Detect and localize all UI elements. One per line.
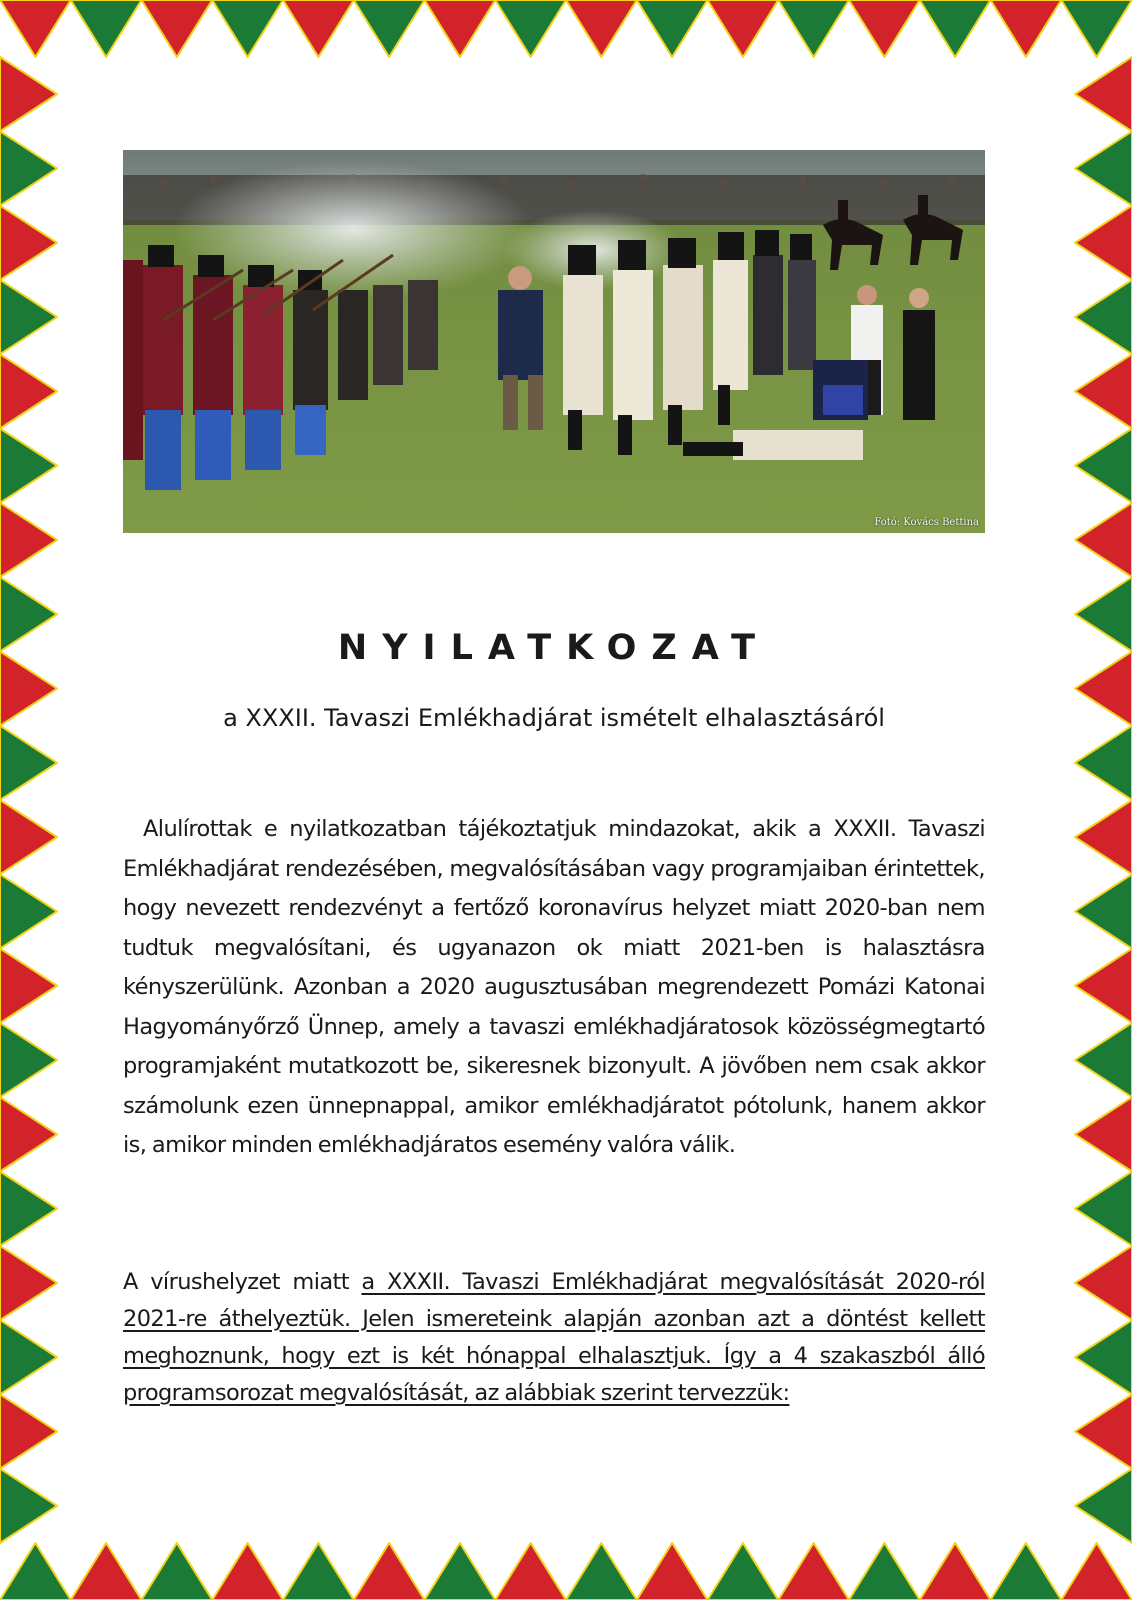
border-triangle-left: [0, 1394, 57, 1468]
border-triangle-right: [1075, 206, 1132, 280]
border-triangle-right: [1075, 726, 1132, 800]
border-triangle-top: [495, 0, 566, 57]
battle-reenactment-photo: [123, 150, 985, 533]
border-triangle-right: [1075, 874, 1132, 948]
border-triangle-right: [1075, 1320, 1132, 1394]
border-triangle-right: [1075, 131, 1132, 205]
border-triangle-left: [0, 1246, 57, 1320]
border-triangle-top: [849, 0, 920, 57]
border-triangle-right: [1075, 429, 1132, 503]
border-triangle-top: [920, 0, 991, 57]
border-triangle-top: [708, 0, 779, 57]
border-triangle-left: [0, 1469, 57, 1543]
border-triangle-right: [1075, 1246, 1132, 1320]
second-paragraph-underlined: a XXXII. Tavaszi Emlékhadjárat megvalósítását 2020-ról 2021-re áthelyeztük. Jelen ismereteink alapján azonban azt a döntést kellett meghoznunk, hogy ezt is két hónappal elhalasztjuk. Így a 4 szakaszból álló programsorozat megvalósítását, az alábbiak szerint tervezzük:: [123, 1269, 986, 1406]
border-triangle-right: [1075, 1023, 1132, 1097]
border-triangle-left: [0, 280, 57, 354]
border-triangle-left: [0, 577, 57, 651]
border-triangle-bottom: [566, 1543, 637, 1600]
border-triangle-bottom: [637, 1543, 708, 1600]
border-triangle-left: [0, 1097, 57, 1171]
border-triangle-top: [637, 0, 708, 57]
border-triangle-left: [0, 800, 57, 874]
border-triangle-bottom: [778, 1543, 849, 1600]
first-paragraph: Alulírottak e nyilatkozatban tájékoztatjuk mindazokat, akik a XXXII. Tavaszi Emlékhadjárat rendezésében, megvalósításában vagy programjaiban érintettek, hogy nevezett rendezvényt a fertőző koronavírus helyzet miatt 2020-ban nem tudtuk megvalósítani, és ugyanazon ok miatt 2021-ben is halasztásra kényszerülünk. Azonban a 2020 augusztusában megrendezett Pomázi Katonai Hagyományőrző Ünnep, amely a tavaszi emlékhadjáratosok közösségmegtartó programjaként mutatkozott be, sikeresnek bizonyult. A jövőben nem csak akkor számolunk ezen ünnepnappal, amikor emlékhadjáratot pótolunk, hanem akkor is, amikor minden emlékhadjáratos esemény valóra válik.: [123, 816, 985, 1158]
border-triangle-top: [778, 0, 849, 57]
border-triangle-top: [425, 0, 496, 57]
border-triangle-left: [0, 131, 57, 205]
border-triangle-bottom: [1061, 1543, 1132, 1600]
border-triangle-right: [1075, 57, 1132, 131]
border-triangle-left: [0, 503, 57, 577]
document-title: NYILATKOZAT: [337, 628, 771, 668]
border-triangle-right: [1075, 949, 1132, 1023]
border-triangle-left: [0, 1023, 57, 1097]
border-triangle-left: [0, 354, 57, 428]
border-triangle-top: [71, 0, 142, 57]
border-triangle-right: [1075, 354, 1132, 428]
border-triangle-bottom: [495, 1543, 566, 1600]
border-triangle-left: [0, 1172, 57, 1246]
border-triangle-bottom: [920, 1543, 991, 1600]
border-triangle-bottom: [71, 1543, 142, 1600]
border-triangle-left: [0, 651, 57, 725]
border-triangle-top: [142, 0, 213, 57]
border-triangle-left: [0, 949, 57, 1023]
border-triangle-right: [1075, 1469, 1132, 1543]
border-triangle-bottom: [283, 1543, 354, 1600]
second-paragraph: [123, 1264, 985, 1412]
border-triangle-right: [1075, 1394, 1132, 1468]
border-triangle-bottom: [0, 1543, 71, 1600]
border-triangle-left: [0, 57, 57, 131]
border-triangle-top: [566, 0, 637, 57]
border-triangle-left: [0, 726, 57, 800]
border-triangle-right: [1075, 1172, 1132, 1246]
border-triangle-top: [212, 0, 283, 57]
border-triangle-right: [1075, 503, 1132, 577]
border-triangle-bottom: [354, 1543, 425, 1600]
border-triangle-right: [1075, 280, 1132, 354]
border-triangle-bottom: [425, 1543, 496, 1600]
border-triangle-right: [1075, 1097, 1132, 1171]
border-triangle-left: [0, 429, 57, 503]
border-triangle-bottom: [991, 1543, 1062, 1600]
border-triangle-top: [991, 0, 1062, 57]
photo-credit: Fotó: Kovács Bettina: [874, 517, 979, 528]
border-triangle-top: [1061, 0, 1132, 57]
border-triangle-left: [0, 874, 57, 948]
border-triangle-right: [1075, 800, 1132, 874]
document-subtitle: a XXXII. Tavaszi Emlékhadjárat ismételt elhalasztásáról: [223, 704, 885, 732]
second-paragraph-intro: A vírushelyzet miatt: [123, 1269, 362, 1295]
border-triangle-bottom: [142, 1543, 213, 1600]
border-triangle-bottom: [212, 1543, 283, 1600]
border-triangle-top: [354, 0, 425, 57]
border-triangle-right: [1075, 577, 1132, 651]
border-triangle-top: [0, 0, 71, 57]
border-triangle-right: [1075, 651, 1132, 725]
border-triangle-top: [283, 0, 354, 57]
border-triangle-left: [0, 1320, 57, 1394]
border-triangle-bottom: [708, 1543, 779, 1600]
border-triangle-left: [0, 206, 57, 280]
border-triangle-bottom: [849, 1543, 920, 1600]
